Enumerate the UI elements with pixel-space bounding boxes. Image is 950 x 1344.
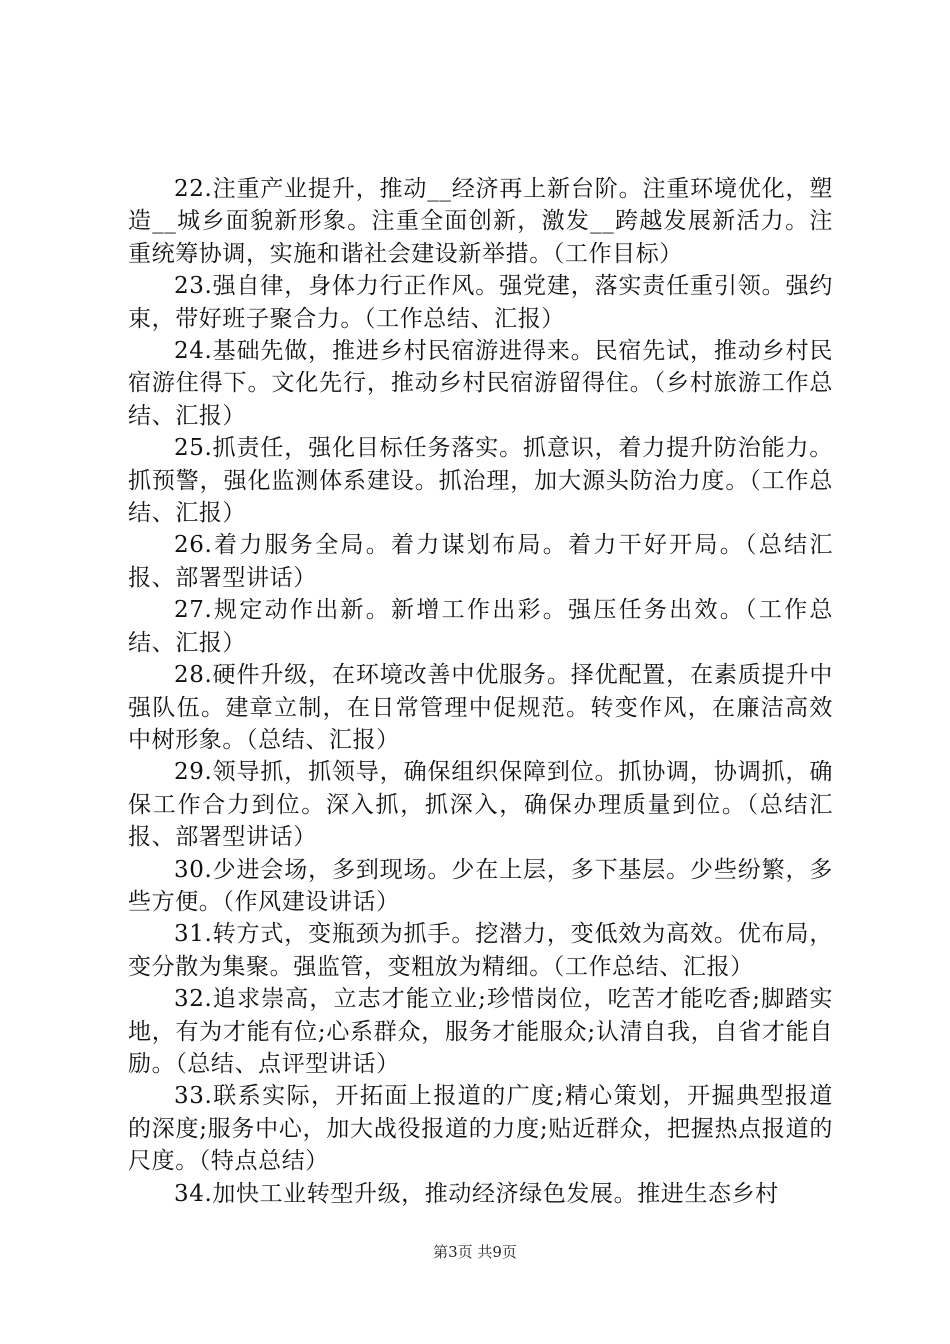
paragraph-25: 25.抓责任，强化目标任务落实。抓意识，着力提升防治能力。抓预警，强化监测体系建设。抓治理，加大源头防治力度。（工作总结、汇报）: [128, 435, 833, 527]
paragraph-29: 29.领导抓，抓领导，确保组织保障到位。抓协调，协调抓，确保工作合力到位。深入抓，抓深入，确保办理质量到位。（总结汇报、部署型讲话）: [128, 759, 833, 851]
paragraph-26: 26.着力服务全局。着力谋划布局。着力干好开局。（总结汇报、部署型讲话）: [128, 532, 833, 591]
paragraph-23: 23.强自律，身体力行正作风。强党建，落实责任重引领。强约束，带好班子聚合力。（工作总结、汇报）: [128, 273, 833, 332]
page-footer: 第3页 共9页: [433, 1243, 517, 1261]
paragraph-33: 33.联系实际，开拓面上报道的广度;精心策划，开掘典型报道的深度;服务中心，加大战役报道的力度;贴近群众，把握热点报道的尺度。（特点总结）: [128, 1083, 833, 1175]
paragraph-30: 30.少进会场，多到现场。少在上层，多下基层。少些纷繁，多些方便。（作风建设讲话）: [128, 856, 833, 915]
paragraph-31: 31.转方式，变瓶颈为抓手。挖潜力，变低效为高效。优布局，变分散为集聚。强监管，变粗放为精细。（工作总结、汇报）: [128, 921, 833, 980]
paragraph-27: 27.规定动作出新。新增工作出彩。强压任务出效。（工作总结、汇报）: [128, 597, 833, 656]
paragraph-32: 32.追求崇高，立志才能立业;珍惜岗位，吃苦才能吃香;脚踏实地，有为才能有位;心系群众，服务才能服众;认清自我，自省才能自励。（总结、点评型讲话）: [128, 986, 833, 1077]
paragraph-24: 24.基础先做，推进乡村民宿游进得来。民宿先试，推动乡村民宿游住得下。文化先行，推动乡村民宿游留得住。（乡村旅游工作总结、汇报）: [128, 338, 833, 429]
document-body: [128, 173, 833, 1210]
paragraph-34: 34.加快工业转型升级，推动经济绿色发展。推进生态乡村: [174, 1180, 779, 1207]
paragraph-22: 22.注重产业提升，推动__经济再上新台阶。注重环境优化，塑造__城乡面貌新形象。注重全面创新，激发__跨越发展新活力。注重统筹协调，实施和谐社会建设新举措。（工作目标）: [128, 176, 833, 267]
paragraph-28: 28.硬件升级，在环境改善中优服务。择优配置，在素质提升中强队伍。建章立制，在日常管理中促规范。转变作风，在廉洁高效中树形象。（总结、汇报）: [128, 662, 833, 753]
